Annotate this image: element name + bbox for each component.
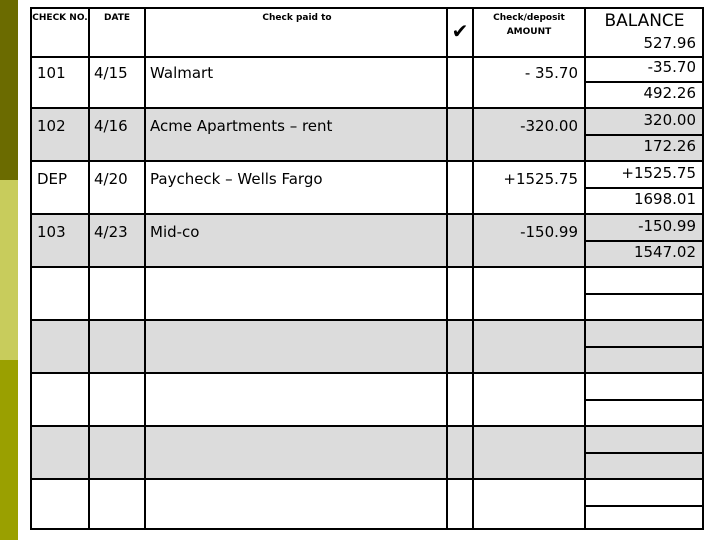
row-payee: Paycheck – Wells Fargo — [150, 170, 323, 188]
row-date: 4/15 — [94, 64, 128, 82]
row-amount: +1525.75 — [503, 170, 578, 188]
table-row — [32, 215, 702, 268]
balance-divider — [585, 134, 702, 136]
header-paid-to: Check paid to — [262, 13, 332, 23]
row-check-no: 101 — [37, 64, 66, 82]
side-stripe-middle — [0, 180, 18, 360]
header-check-no: CHECK NO. — [32, 13, 88, 23]
divider-amount-balance — [584, 9, 586, 528]
divider-payee-check — [446, 9, 448, 528]
row-amount: - 35.70 — [524, 64, 578, 82]
header-date: DATE — [103, 13, 131, 23]
balance-divider — [585, 452, 702, 454]
side-stripe-top — [0, 0, 18, 180]
table-row — [32, 56, 702, 109]
divider-no-date — [88, 9, 90, 528]
row-date: 4/16 — [94, 117, 128, 135]
row-balance-new: 1547.02 — [633, 243, 696, 261]
checkmark-icon: ✔ — [451, 19, 469, 43]
table-row — [32, 374, 702, 427]
starting-balance: 527.96 — [643, 34, 696, 52]
row-payee: Acme Apartments – rent — [150, 117, 333, 135]
table-row — [32, 321, 702, 374]
row-amount: -320.00 — [520, 117, 578, 135]
balance-divider — [585, 346, 702, 348]
table-row — [32, 427, 702, 480]
balance-divider — [585, 399, 702, 401]
row-date: 4/23 — [94, 223, 128, 241]
balance-divider — [585, 293, 702, 295]
row-balance-new: 172.26 — [643, 137, 696, 155]
row-balance-change: -35.70 — [647, 58, 696, 76]
row-check-no: 103 — [37, 223, 66, 241]
row-balance-change: +1525.75 — [621, 164, 696, 182]
balance-divider — [585, 505, 702, 507]
row-payee: Mid-co — [150, 223, 200, 241]
table-row — [32, 162, 702, 215]
row-balance-change: 320.00 — [643, 111, 696, 129]
header-balance: BALANCE — [604, 11, 685, 31]
row-date: 4/20 — [94, 170, 128, 188]
row-balance-new: 1698.01 — [633, 190, 696, 208]
row-check-no: DEP — [37, 170, 68, 188]
row-amount: -150.99 — [520, 223, 578, 241]
check-register — [30, 7, 704, 530]
table-row — [32, 109, 702, 162]
balance-divider — [585, 81, 702, 83]
header-amount: Check/deposit AMOUNT — [493, 13, 565, 37]
row-balance-new: 492.26 — [643, 84, 696, 102]
row-check-no: 102 — [37, 117, 66, 135]
row-balance-change: -150.99 — [638, 217, 696, 235]
balance-divider — [585, 240, 702, 242]
register-header — [32, 9, 702, 58]
side-stripe-bottom — [0, 360, 18, 540]
divider-date-payee — [144, 9, 146, 528]
table-row — [32, 480, 702, 530]
divider-check-amount — [472, 9, 474, 528]
balance-divider — [585, 187, 702, 189]
table-row — [32, 268, 702, 321]
row-payee: Walmart — [150, 64, 214, 82]
